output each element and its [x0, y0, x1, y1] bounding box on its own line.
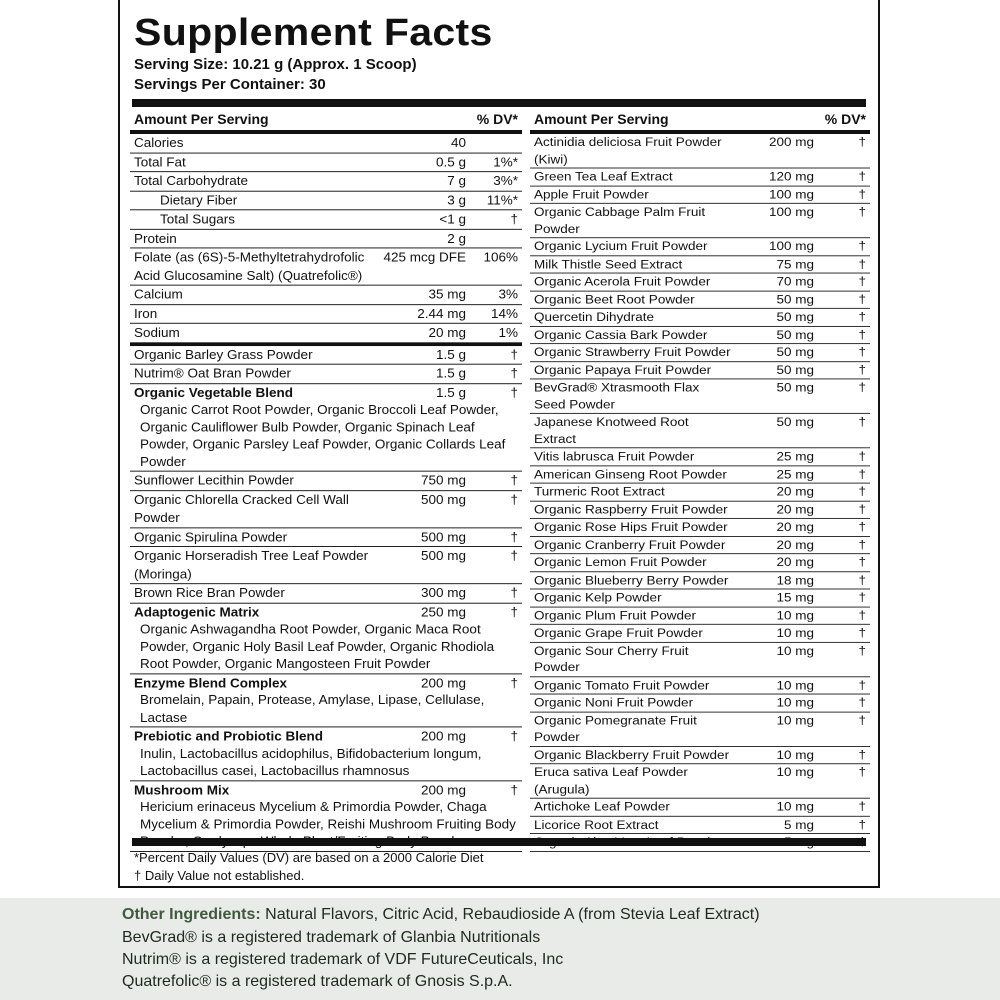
ingredient-amount: 15 mg	[776, 591, 814, 605]
ingredient-row	[530, 642, 870, 676]
ingredient-name: Organic Cassia Bark Powder	[534, 328, 708, 342]
ingredient-amount: 10 mg	[776, 765, 814, 779]
ingredient-dv: †	[510, 586, 518, 600]
ingredient-row	[530, 134, 870, 168]
ingredient-name: Protein	[134, 231, 177, 246]
ingredient-amount: 200 mg	[768, 135, 814, 149]
ingredient-name: Total Carbohydrate	[134, 173, 249, 188]
ingredient-name: Organic Raspberry Fruit Powder	[534, 502, 728, 516]
ingredient-dv: †	[858, 520, 866, 534]
ingredient-row	[130, 210, 522, 229]
ingredient-row	[130, 172, 522, 191]
ingredient-dv: †	[858, 187, 866, 201]
ingredient-name: Calories	[134, 135, 184, 150]
ingredient-name: Organic Barley Grass Powder	[134, 347, 313, 362]
ingredient-dv: †	[858, 205, 866, 219]
ingredient-row	[130, 472, 522, 491]
ingredient-name: Licorice Root Extract	[534, 817, 659, 831]
ingredient-name: Iron	[134, 306, 158, 321]
dagger-footnote: † Daily Value not established.	[134, 868, 305, 883]
dv-label: % DV*	[824, 111, 866, 127]
ingredient-name: Japanese Knotweed Root Extract	[534, 415, 689, 446]
amount-per-serving-label: Amount Per Serving	[134, 111, 269, 127]
ingredient-row	[530, 362, 870, 380]
ingredient-dv: 3%	[498, 287, 518, 302]
ingredient-name: BevGrad® Xtrasmooth Flax Seed Powder	[534, 381, 700, 411]
ingredient-dv: †	[858, 817, 866, 831]
ingredient-row	[530, 607, 870, 625]
ingredient-row	[530, 414, 870, 448]
ingredient-row	[530, 466, 870, 484]
ingredient-row	[530, 694, 870, 712]
ingredient-dv: †	[858, 170, 866, 184]
ingredient-dv: 106%	[483, 250, 518, 265]
ingredient-row	[530, 484, 870, 502]
ingredient-name: Organic Grape Fruit Powder	[534, 626, 703, 640]
ingredient-dv: †	[858, 275, 866, 289]
ingredient-row	[530, 501, 870, 519]
ingredient-row	[530, 572, 870, 590]
top-divider	[132, 99, 866, 107]
supplement-facts-panel	[118, 0, 880, 888]
ingredient-amount: 100 mg	[768, 239, 814, 253]
ingredient-dv: †	[510, 529, 518, 544]
ingredient-dv: 1%	[498, 325, 518, 340]
ingredient-dv: †	[858, 696, 866, 710]
ingredient-amount: 500 mg	[420, 529, 466, 544]
ingredient-row	[530, 168, 870, 186]
ingredient-amount: 2.44 mg	[417, 306, 466, 321]
ingredient-name: Organic Beet Root Powder	[534, 292, 695, 306]
ingredient-amount: 40	[450, 135, 466, 150]
ingredient-dv: †	[858, 678, 866, 692]
ingredient-dv: †	[858, 555, 866, 569]
ingredient-amount: 3 g	[447, 193, 466, 208]
ingredient-row-top	[134, 603, 518, 621]
ingredient-dv: †	[510, 492, 518, 507]
ingredient-name: Brown Rice Bran Powder	[134, 586, 285, 600]
blend-components: Hericium erinaceus Mycelium & Primordia Powder, Chaga Mycelium & Primordia Powder, Reishi Mushroom Fruiting Body	[140, 799, 516, 832]
ingredient-amount: 120 mg	[768, 170, 814, 184]
ingredient-amount: 70 mg	[776, 275, 814, 289]
blend-components: Inulin, Lactobacillus acidophilus, Bifidobacterium longum, Lactobacillus casei, Lactobacillus rhamnosus	[140, 746, 482, 778]
ingredient-amount: 10 mg	[776, 608, 814, 622]
ingredient-row	[130, 603, 522, 674]
ingredient-dv: †	[858, 257, 866, 271]
ingredient-dv: †	[510, 605, 518, 620]
ingredient-amount: 750 mg	[420, 473, 466, 488]
ingredient-amount: 20 mg	[428, 325, 466, 340]
ingredient-row	[130, 727, 522, 780]
ingredient-name: Organic Horseradish Tree Leaf Powder (Moringa)	[134, 548, 369, 581]
ingredient-row	[130, 674, 522, 727]
ingredient-name: Quercetin Dihydrate	[534, 310, 655, 324]
trademark-quatrefolic: Quatrefolic® is a registered trademark of Gnosis S.p.A.	[122, 973, 513, 990]
ingredient-dv: †	[858, 345, 866, 359]
ingredient-dv: †	[510, 347, 518, 362]
ingredient-row	[530, 448, 870, 466]
ingredient-name: Organic Kelp Powder	[534, 591, 662, 605]
trademark-nutrim: Nutrim® is a registered trademark of VDF FutureCeuticals, Inc	[122, 951, 564, 968]
ingredient-name: Nutrim® Oat Bran Powder	[134, 366, 291, 381]
ingredient-dv: †	[858, 485, 866, 499]
ingredient-row	[530, 256, 870, 274]
ingredient-amount: 20 mg	[776, 538, 814, 552]
ingredient-amount: 10 mg	[776, 800, 814, 814]
ingredient-amount: 1.5 g	[435, 347, 466, 362]
other-ingredients-label: Other Ingredients:	[122, 906, 261, 923]
ingredient-amount: 10 mg	[776, 678, 814, 692]
ingredient-amount: 425 mcg DFE	[383, 250, 466, 265]
other-ingredients-text: Natural Flavors, Citric Acid, Rebaudioside A (from Stevia Leaf Extract)	[260, 906, 760, 923]
ingredient-amount: 20 mg	[776, 502, 814, 516]
ingredient-dv: †	[858, 363, 866, 377]
ingredient-amount: 75 mg	[776, 257, 814, 271]
ingredient-row	[530, 344, 870, 362]
ingredient-amount: 20 mg	[776, 485, 814, 499]
ingredient-dv: †	[858, 292, 866, 306]
ingredient-amount: 5 mg	[783, 817, 814, 831]
left-rows	[130, 134, 522, 852]
ingredient-amount: 35 mg	[428, 287, 466, 302]
ingredient-name: Milk Thistle Seed Extract	[534, 257, 683, 271]
blend-components: Organic Carrot Root Powder, Organic Broccoli Leaf Powder, Organic Cauliflower Bulb Powder, Organic Spinach Leaf Powder, Organic Parsley Leaf Powder, Organic Collards Leaf Powder	[140, 402, 506, 469]
dv-footnote: *Percent Daily Values (DV) are based on a 2000 Calorie Diet	[134, 850, 484, 865]
ingredient-amount: 0.5 g	[435, 154, 466, 169]
ingredient-row	[130, 191, 522, 210]
ingredient-amount: 10 mg	[776, 696, 814, 710]
ingredient-name: American Ginseng Root Powder	[534, 467, 727, 481]
ingredient-dv: †	[858, 626, 866, 640]
ingredient-row	[530, 379, 870, 413]
ingredient-amount: <1 g	[439, 212, 466, 227]
ingredient-name: Organic Blueberry Berry Powder	[534, 573, 729, 587]
ingredient-row-top	[134, 674, 518, 692]
blend-components: Organic Ashwagandha Root Powder, Organic Maca Root Powder, Organic Holy Basil Leaf Powder, Organic Rhodiola Root Powder, Organic Mangosteen Fruit Powder	[140, 622, 495, 671]
ingredient-row	[530, 238, 870, 256]
ingredient-row	[530, 273, 870, 291]
ingredient-name: Organic Blackberry Fruit Powder	[534, 748, 730, 762]
ingredient-dv: †	[510, 366, 518, 381]
ingredient-name: Adaptogenic Matrix	[134, 605, 260, 620]
ingredient-row	[530, 799, 870, 817]
ingredient-row	[130, 305, 522, 324]
ingredient-row	[130, 134, 522, 153]
ingredient-dv: †	[858, 381, 866, 394]
ingredient-row	[130, 584, 522, 603]
ingredient-row	[530, 309, 870, 327]
ingredient-row	[130, 346, 522, 365]
ingredient-row	[130, 286, 522, 305]
ingredient-name: Actinidia deliciosa Fruit Powder (Kiwi)	[534, 135, 722, 166]
ingredient-row	[130, 365, 522, 384]
dv-label: % DV*	[476, 111, 518, 127]
ingredient-amount: 10 mg	[776, 713, 814, 727]
ingredient-dv: †	[858, 467, 866, 481]
ingredient-dv: †	[858, 608, 866, 622]
ingredient-name: Organic Sour Cherry Fruit Powder	[534, 644, 689, 674]
ingredient-dv: †	[510, 212, 518, 227]
ingredient-name: Turmeric Root Extract	[534, 485, 665, 499]
ingredient-name: Organic Cabbage Palm Fruit Powder	[534, 205, 706, 236]
ingredient-dv: †	[858, 239, 866, 253]
ingredient-amount: 20 mg	[776, 520, 814, 534]
ingredient-row	[530, 326, 870, 344]
ingredient-name: Organic Pomegranate Fruit Powder	[534, 713, 697, 744]
ingredient-name: Folate (as (6S)-5-Methyltetrahydrofolic Acid Glucosamine Salt) (Quatrefolic®)	[134, 250, 365, 283]
ingredient-dv: †	[858, 748, 866, 762]
ingredient-name: Organic Spirulina Powder	[134, 529, 288, 544]
ingredient-amount: 10 mg	[776, 748, 814, 762]
ingredient-name: Dietary Fiber	[160, 193, 238, 208]
ingredient-amount: 300 mg	[420, 586, 466, 600]
ingredient-dv: 11%*	[486, 193, 518, 208]
ingredient-amount: 50 mg	[776, 328, 814, 342]
ingredient-name: Organic Lycium Fruit Powder	[534, 239, 708, 253]
ingredient-amount: 50 mg	[776, 363, 814, 377]
ingredient-dv: †	[858, 644, 866, 658]
ingredient-amount: 250 mg	[420, 605, 466, 620]
ingredient-row-top	[134, 727, 518, 745]
ingredient-row	[130, 153, 522, 172]
amount-per-serving-label: Amount Per Serving	[534, 111, 669, 127]
ingredient-name: Organic Rose Hips Fruit Powder	[534, 520, 728, 534]
ingredient-dv: †	[510, 729, 518, 744]
ingredient-amount: 25 mg	[776, 449, 814, 463]
ingredient-name: Organic Strawberry Fruit Powder	[534, 345, 731, 359]
ingredient-name: Prebiotic and Probiotic Blend	[134, 729, 324, 744]
ingredient-name: Organic Papaya Fruit Powder	[534, 363, 712, 377]
ingredient-name: Organic Chlorella Cracked Cell Wall Powder	[134, 492, 349, 525]
ingredient-dv: 3%*	[493, 173, 518, 188]
ingredient-row	[530, 816, 870, 834]
ingredient-amount: 20 mg	[776, 555, 814, 569]
ingredient-name: Organic Lemon Fruit Powder	[534, 555, 707, 569]
ingredient-amount: 1.5 g	[435, 385, 466, 400]
ingredient-amount: 2 g	[447, 231, 466, 246]
ingredient-amount: 25 mg	[776, 467, 814, 481]
other-ingredients-section	[0, 898, 1000, 1000]
ingredient-name: Total Fat	[134, 154, 186, 169]
ingredient-row	[530, 204, 870, 238]
ingredient-row	[530, 589, 870, 607]
ingredient-name: Eruca sativa Leaf Powder (Arugula)	[534, 765, 688, 796]
blend-components: Bromelain, Papain, Protease, Amylase, Lipase, Cellulase, Lactase	[140, 692, 485, 725]
ingredient-row	[130, 547, 522, 584]
ingredient-row	[530, 186, 870, 204]
ingredient-amount: 50 mg	[776, 292, 814, 306]
ingredient-amount: 1.5 g	[435, 366, 466, 381]
ingredient-row	[130, 491, 522, 528]
ingredient-dv: †	[510, 473, 518, 488]
ingredient-name: Sodium	[134, 325, 180, 340]
ingredient-dv: †	[858, 135, 866, 149]
ingredient-name: Organic Plum Fruit Powder	[534, 608, 697, 622]
ingredient-name: Organic Vegetable Blend	[134, 385, 294, 400]
ingredient-dv: 1%*	[493, 154, 518, 169]
ingredient-row	[130, 248, 522, 285]
ingredient-amount: 50 mg	[776, 310, 814, 324]
ingredient-row	[130, 324, 522, 346]
ingredient-dv: †	[858, 713, 866, 727]
ingredient-row	[530, 764, 870, 798]
ingredient-dv: †	[858, 573, 866, 587]
ingredient-amount: 50 mg	[776, 381, 814, 394]
ingredient-amount: 10 mg	[776, 644, 814, 658]
ingredient-name: Organic Cranberry Fruit Powder	[534, 538, 726, 552]
right-rows	[530, 134, 870, 852]
right-column-header	[530, 108, 870, 134]
left-column-header	[130, 108, 522, 134]
ingredient-amount: 200 mg	[420, 729, 466, 744]
ingredient-row	[530, 291, 870, 309]
ingredient-name: Vitis labrusca Fruit Powder	[534, 449, 695, 463]
ingredient-name: Enzyme Blend Complex	[134, 675, 288, 690]
ingredient-row	[530, 747, 870, 765]
ingredient-dv: †	[510, 548, 518, 563]
ingredient-row	[530, 519, 870, 537]
ingredient-amount: 100 mg	[768, 205, 814, 219]
ingredient-row-top	[134, 384, 518, 402]
ingredient-row	[530, 677, 870, 695]
ingredient-name: Calcium	[134, 287, 183, 302]
ingredient-name: Sunflower Lecithin Powder	[134, 473, 294, 488]
ingredient-dv: †	[510, 385, 518, 400]
ingredient-dv: †	[858, 502, 866, 516]
ingredient-name: Mushroom Mix	[134, 782, 230, 797]
ingredient-amount: 50 mg	[776, 345, 814, 359]
ingredient-name: Organic Acerola Fruit Powder	[534, 275, 711, 289]
ingredient-dv: †	[858, 591, 866, 605]
ingredient-dv: †	[510, 675, 518, 690]
panel-title: Supplement Facts	[134, 12, 493, 54]
ingredient-dv: †	[510, 782, 518, 797]
ingredient-row	[530, 625, 870, 643]
other-ingredients-line	[122, 906, 760, 924]
ingredient-name: Organic Noni Fruit Powder	[534, 696, 694, 710]
servings-per-container: Servings Per Container: 30	[134, 76, 326, 93]
ingredient-amount: 100 mg	[768, 187, 814, 201]
ingredient-amount: 50 mg	[776, 415, 814, 429]
ingredient-dv: †	[858, 538, 866, 552]
ingredient-dv: †	[858, 310, 866, 324]
ingredient-name: Green Tea Leaf Extract	[534, 170, 673, 184]
ingredient-row	[530, 554, 870, 572]
ingredient-amount: 18 mg	[776, 573, 814, 587]
serving-size: Serving Size: 10.21 g (Approx. 1 Scoop)	[134, 56, 417, 73]
ingredient-row	[130, 384, 522, 472]
ingredient-dv: †	[858, 449, 866, 463]
ingredient-dv: †	[858, 800, 866, 814]
ingredient-amount: 7 g	[447, 173, 466, 188]
trademark-bevgrad: BevGrad® is a registered trademark of Glanbia Nutritionals	[122, 929, 541, 946]
ingredient-name: Artichoke Leaf Powder	[534, 800, 670, 814]
ingredient-dv: †	[858, 415, 866, 429]
ingredient-name: Apple Fruit Powder	[534, 187, 649, 201]
ingredient-row	[130, 229, 522, 248]
ingredient-name: Total Sugars	[160, 212, 236, 227]
ingredient-amount: 200 mg	[420, 675, 466, 690]
ingredient-dv: 14%	[490, 306, 518, 321]
left-column	[130, 108, 522, 906]
ingredient-row	[130, 528, 522, 547]
ingredient-row	[530, 536, 870, 554]
ingredient-amount: 500 mg	[420, 548, 466, 563]
ingredient-name: Organic Tomato Fruit Powder	[534, 678, 710, 692]
ingredient-row-top	[134, 781, 518, 799]
ingredient-row	[530, 712, 870, 746]
ingredient-amount: 10 mg	[776, 626, 814, 640]
bottom-divider	[132, 838, 866, 846]
ingredient-dv: †	[858, 765, 866, 779]
ingredient-amount: 500 mg	[420, 492, 466, 507]
ingredient-dv: †	[858, 328, 866, 342]
ingredient-amount: 200 mg	[420, 782, 466, 797]
